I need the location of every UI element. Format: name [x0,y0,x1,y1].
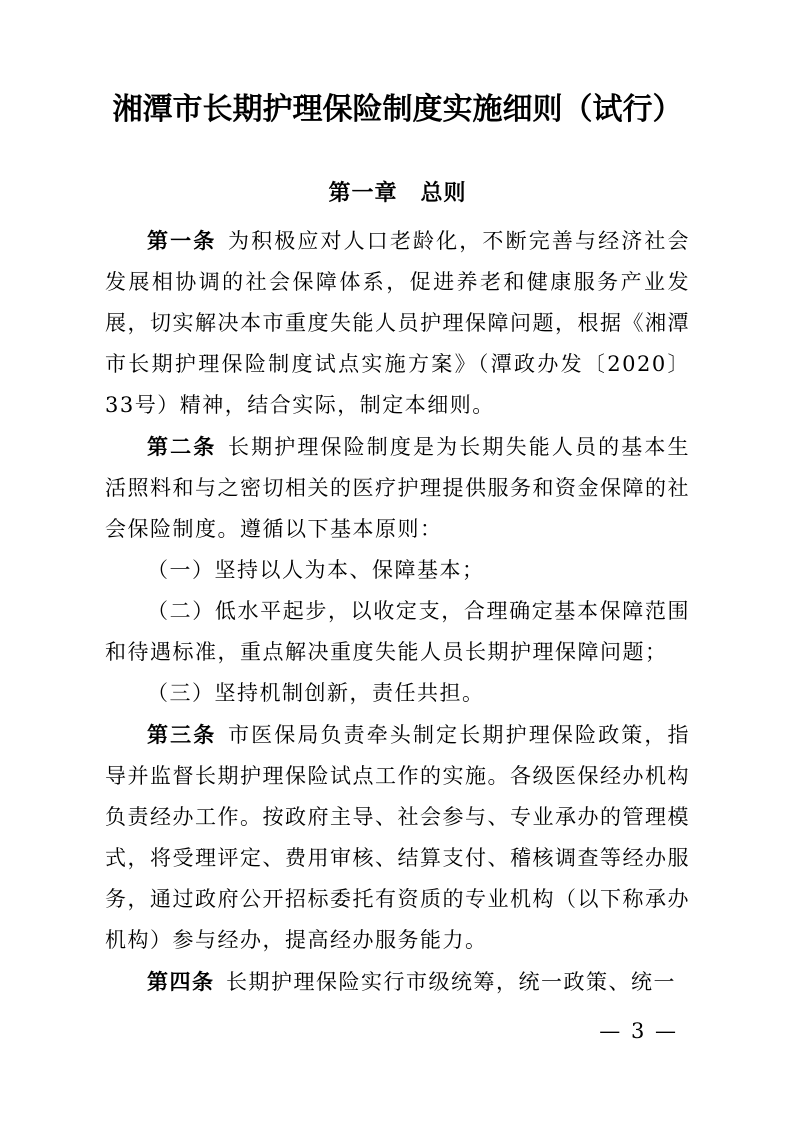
article-3-number: 第三条 [147,722,217,747]
document-content [105,0,690,1003]
article-1-number: 第一条 [147,228,217,253]
paragraph-principle-2 [105,591,690,673]
principle-1-text: （一）坚持以人为本、保障基本； [147,558,485,582]
document-title: 湘潭市长期护理保险制度实施细则（试行） [112,92,683,127]
page-number: — 3 — [599,1019,678,1043]
paragraph-principle-3 [105,673,690,714]
paragraph-article-3 [105,714,690,961]
article-1-text: 为积极应对人口老龄化，不断完善与经济社会发展相协调的社会保障体系，促进养老和健康服务产业发展，切实解决本市重度失能人员护理保障问题，根据《湘潭市长期护理保险制度试点实施方案》（潭政办发〔2020〕33号）精神，结合实际，制定本细则。 [105,229,691,417]
article-3-text: 市医保局负责牵头制定长期护理保险政策，指导并监督长期护理保险试点工作的实施。各级医保经办机构负责经办工作。按政府主导、社会参与、专业承办的管理模式，将受理评定、费用审核、结算支付、稽核调查等经办服务，通过政府公开招标委托有资质的专业机构（以下称承办机构）参与经办，提高经办服务能力。 [105,723,691,952]
chapter-heading: 第一章 总则 [328,180,467,206]
article-2-text: 长期护理保险制度是为长期失能人员的基本生活照料和与之密切相关的医疗护理提供服务和资金保障的社会保险制度。遵循以下基本原则： [105,435,691,541]
paragraph-article-4 [105,961,690,1003]
article-4-text: 长期护理保险实行市级统筹，统一政策、统一 [226,970,677,994]
document-body [105,220,690,1003]
paragraph-principle-1 [105,550,690,591]
article-2-number: 第二条 [147,434,217,459]
paragraph-article-1 [105,220,690,426]
principle-2-text: （二）低水平起步，以收定支，合理确定基本保障范围和待遇标准，重点解决重度失能人员长期护理保障问题； [105,599,690,664]
paragraph-article-2 [105,426,690,550]
principle-3-text: （三）坚持机制创新，责任共担。 [147,681,485,705]
article-4-number: 第四条 [147,969,215,994]
